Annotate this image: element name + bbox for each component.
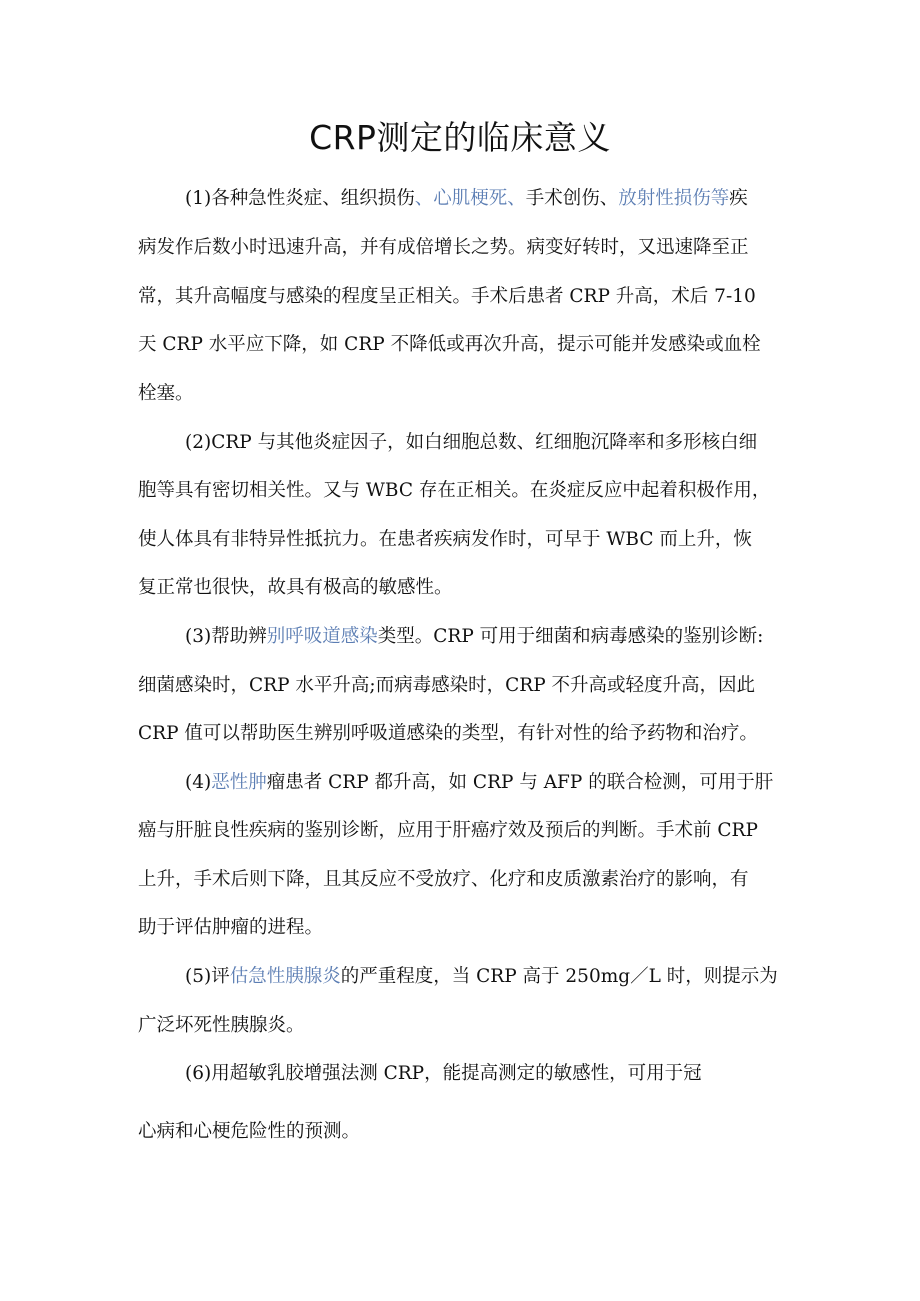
para-4-line-1 <box>185 768 773 794</box>
text-segment: 的严重程度，当 CRP 高于 250mg／L 时，则提示为 <box>340 966 778 987</box>
text-segment: (5)评 <box>185 966 230 987</box>
text-segment: 类型。CRP 可用于细菌和病毒感染的鉴别诊断: <box>377 626 764 647</box>
text-segment: (3)帮助辨 <box>185 626 267 647</box>
link-respiratory-infection[interactable]: 别呼吸道感染 <box>266 626 378 647</box>
page-title: CRP测定的临床意义 <box>309 118 611 157</box>
link-myocardial-infarction[interactable]: 、心肌梗死、 <box>414 188 526 209</box>
para-4-line-3: 上升，手术后则下降，且其反应不受放疗、化疗和皮质激素治疗的影响，有 <box>138 869 749 890</box>
para-6-line-1: (6)用超敏乳胶增强法测 CRP，能提高测定的敏感性，可用于冠 <box>185 1063 702 1084</box>
text-segment: 瘤患者 CRP 都升高，如 CRP 与 AFP 的联合检测，可用于肝 <box>266 772 774 793</box>
text-segment: 手术创伤、 <box>525 188 619 209</box>
para-3-line-3: CRP 值可以帮助医生辨别呼吸道感染的类型，有针对性的给予药物和治疗。 <box>138 723 758 744</box>
para-1-line-2: 病发作后数小时迅速升高，并有成倍增长之势。病变好转时，又迅速降至正 <box>138 237 749 258</box>
link-malignant-tumor[interactable]: 恶性肿 <box>211 772 267 793</box>
para-1-line-1 <box>185 184 748 210</box>
para-2-line-4: 复正常也很快，故具有极高的敏感性。 <box>138 577 453 598</box>
para-1-line-5: 栓塞。 <box>138 383 194 404</box>
para-3-line-2: 细菌感染时，CRP 水平升高;而病毒感染时，CRP 不升高或轻度升高，因此 <box>138 675 756 696</box>
text-segment: 疾 <box>729 188 748 209</box>
para-5-line-2: 广泛坏死性胰腺炎。 <box>138 1015 305 1036</box>
text-segment: (1)各种急性炎症、组织损伤 <box>185 188 415 209</box>
para-1-line-3: 常，其升高幅度与感染的程度呈正相关。手术后患者 CRP 升高，术后 7-10 <box>138 286 756 307</box>
para-4-line-4: 助于评估肿瘤的进程。 <box>138 917 324 938</box>
para-3-line-1 <box>185 622 763 648</box>
para-2-line-1: (2)CRP 与其他炎症因子，如白细胞总数、红细胞沉降率和多形核白细 <box>185 432 758 453</box>
text-segment: (4) <box>185 772 212 793</box>
link-acute-pancreatitis[interactable]: 估急性胰腺炎 <box>229 966 341 987</box>
para-1-line-4: 天 CRP 水平应下降，如 CRP 不降低或再次升高，提示可能并发感染或血栓 <box>138 334 761 355</box>
para-2-line-2: 胞等具有密切相关性。又与 WBC 存在正相关。在炎症反应中起着积极作用， <box>138 480 771 501</box>
para-5-line-1 <box>185 962 778 988</box>
para-6-line-2: 心病和心梗危险性的预测。 <box>138 1121 361 1142</box>
para-4-line-2: 癌与肝脏良性疾病的鉴别诊断，应用于肝癌疗效及预后的判断。手术前 CRP <box>138 820 758 841</box>
link-radiation-injury[interactable]: 放射性损伤等 <box>618 188 730 209</box>
para-2-line-3: 使人体具有非特异性抵抗力。在患者疾病发作时，可早于 WBC 而上升，恢 <box>138 529 752 550</box>
